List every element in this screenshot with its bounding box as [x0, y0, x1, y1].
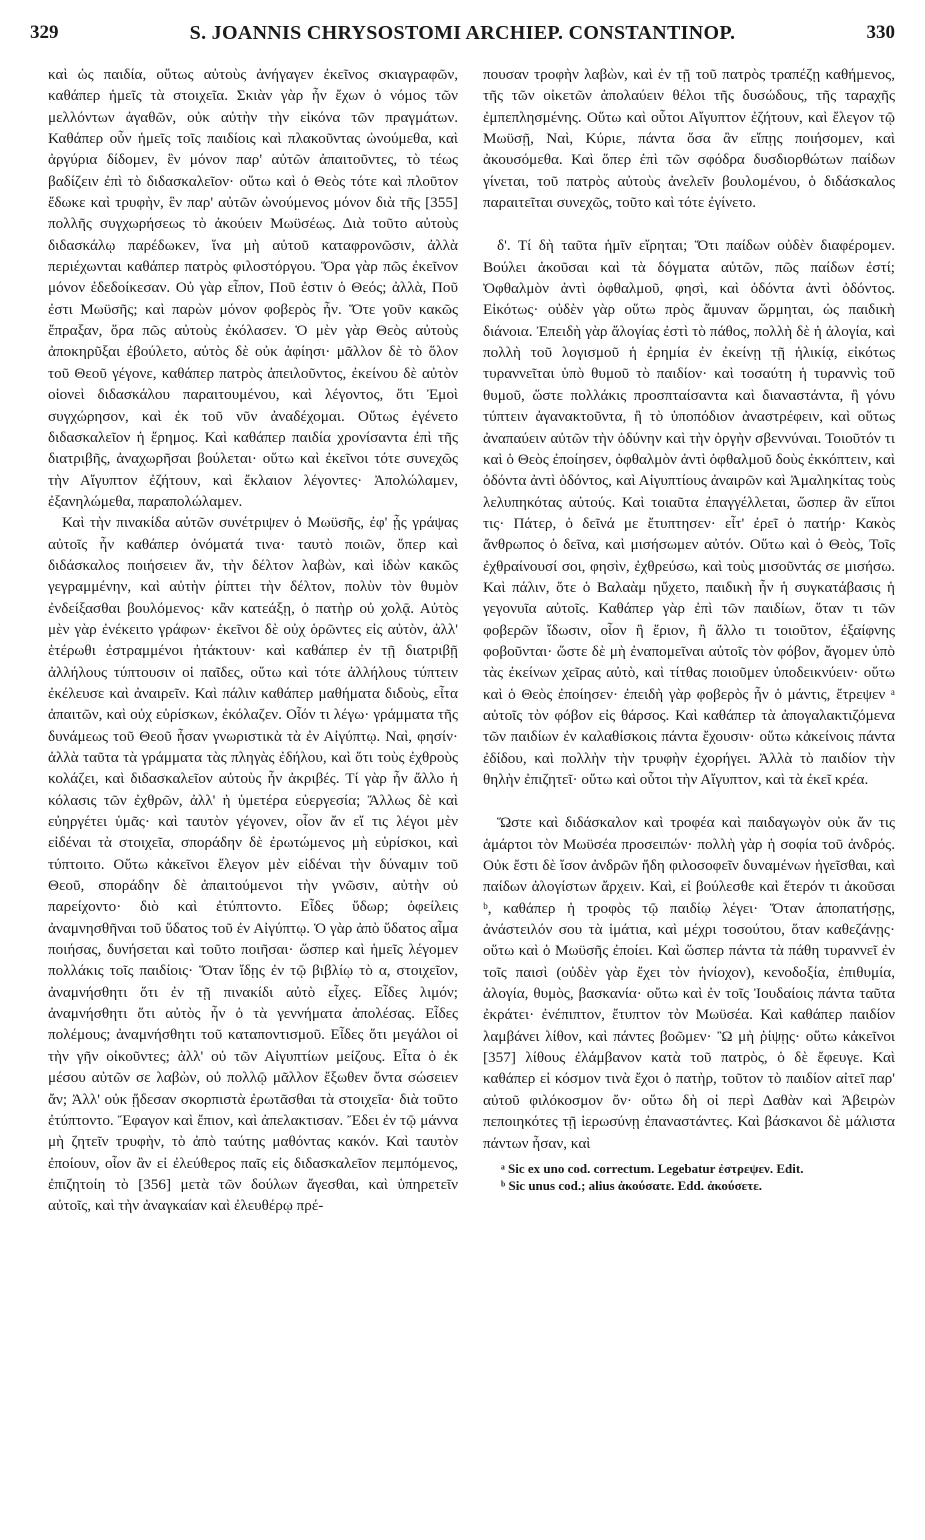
section-gap	[483, 790, 895, 812]
paragraph: Ὥστε καὶ διδάσκαλον καὶ τροφέα καὶ παιδαγωγὸν οὐκ ἄν τις ἁμάρτοι τὸν Μωϋσέα προσειπών· πολλὴ γὰρ ἡ σοφία τοῦ ἀνδρός. Οὐκ ἔστι δὲ ἴσον ἀνδρῶν ἤδη φιλοσοφεῖν δυναμένων ἡγεῖσθαι, καὶ παίδων ἀλογίστων ἄρχειν. Καὶ, εἰ βούλεσθε καὶ ἕτερόν τι ἀκοῦσαι ᵇ, καθάπερ ἡ τροφὸς τῷ παιδίῳ λέγει· Ὅταν ἀποπατήσῃς, ἀνάστειλόν σου τὰ ἱμάτια, καὶ μέχρι τοσούτου, ὅταν καθεζάνῃς· οὕτω καὶ ὁ Μωϋσῆς ἐποίει. Καὶ ὥσπερ πάντα τὰ πάθη τυραννεῖ ἐν τοῖς παισὶ (οὐδὲν γὰρ ἔχει τὸν ἡνίοχον), κενοδοξία, ἐπιθυμία, ἀλογία, θυμὸς, βασκανία· οὕτω καὶ ἐν τοῖς Ἰουδαίοις πάντα ταῦτα ἐκράτει· ἐνέπιπτον, ἔτυπτον τὸν Μωϋσέα. Καὶ καθάπερ παιδίον λαμβάνει λίθον, καὶ πάντες βοῶμεν· Ὢ μὴ ῥίψῃς· οὕτω κἀκεῖνοι [357] λίθους ἐλάμβανον κατὰ τοῦ πατρὸς, ὁ δὲ ἔφευγε. Καὶ καθάπερ εἰ κόσμον τινὰ ἔχοι ὁ πατὴρ, τοῦτον τὸ παιδίον αἰτεῖ παρ' αὐτοῦ φιλόκοσμον ὄν· οὕτω δὴ οἱ περὶ Δαθὰν καὶ Ἀβειρὼν πεποιηκότες τῇ ἱερωσύνῃ ἐπαναστάντες. Καὶ βάσκανοι δὲ μάλιστα πάντων ἦσαν, καὶ	[483, 814, 895, 1152]
left-column	[48, 64, 458, 1520]
footnote: ᵇ Sic unus cod.; alius ἀκούσατε. Edd. ἀκούσετε.	[501, 1177, 763, 1193]
running-header	[30, 22, 895, 48]
right-column	[483, 64, 895, 1520]
paragraph: καὶ ὡς παιδία, οὕτως αὐτοὺς ἀνήγαγεν ἐκεῖνος σκιαγραφῶν, καθάπερ ἡμεῖς τὰ στοιχεῖα. Σκιὰν γὰρ ἦν ἔχων ὁ νόμος τῶν μελλόντων ἀγαθῶν, οὐκ αὐτὴν τὴν εἰκόνα τῶν πραγμάτων. Καθάπερ οὖν ἡμεῖς τοῖς παιδίοις καὶ πλακοῦντας ὠνούμεθα, καὶ ἀργύρια δίδομεν, ἓν μόνον παρ' αὐτῶν ἀπαιτοῦντες, τὸ τέως βαδίζειν ἐπὶ τὸ διδασκαλεῖον· οὕτω καὶ ὁ Θεὸς τότε καὶ πλοῦτον ἔδωκε καὶ τρυφὴν, ἓν παρ' αὐτῶν ὠνούμενος μόνον διὰ τῆς [355] πολλῆς συγχωρήσεως τὸ ἀκούειν Μωϋσέως. Διὰ τοῦτο αὐτοὺς διδασκάλῳ παρέδωκεν, ἵνα μὴ αὐτοῦ καταφρονῶσιν, ἀλλὰ περιέχωνται καθάπερ πατρὸς φιλοστόργου. Ὅρα γὰρ πῶς ἐκεῖνον μόνον ἐδεδοίκεσαν. Οὐ γὰρ εἶπον, Ποῦ ἐστιν ὁ Θεός; ἀλλὰ, Ποῦ ἐστι Μωϋσῆς; καὶ παρὼν μόνον φοβερὸς ἦν. Ὅτε γοῦν κακῶς ἔπραξαν, ὅρα πῶς αὐτοὺς ἐκόλασεν. Ὁ μὲν γὰρ Θεὸς αὐτοὺς ἀποκηρῦξαι ἐβούλετο, αὐτὸς δὲ οὐκ ἀφίησι· μᾶλλον δὲ τὸ ὅλον τοῦ Θεοῦ γέγονε, καθάπερ πατρὸς ἀπειλοῦντος, ἐκείνου δὲ αὐτὸν οἱονεὶ διδασκάλου παραιτουμένου, καὶ λέγοντος, ὅτι Ἐμοὶ συγχώρησον, καὶ ἐκ τοῦ νῦν ἀναδέχομαι. Οὕτως ἐγένετο διδασκαλεῖον ἡ ἔρημος. Καὶ καθάπερ παιδία χρονίσαντα ἐπὶ τῆς διατριβῆς, ἀναχωρῆσαι βούλεται· οὕτω καὶ ἐκεῖνοι τότε συνεχῶς τὴν Αἴγυπτον ἐζήτουν, καὶ ἔκλαιον λέγοντες· Ἀπολώλαμεν, ἐξανηλώμεθα, παραπολώλαμεν.	[48, 66, 458, 510]
footnotes	[483, 1160, 895, 1194]
paragraph: Καὶ τὴν πινακίδα αὐτῶν συνέτριψεν ὁ Μωϋσῆς, ἐφ' ᾗς γράψας αὐτοῖς ἦν καθάπερ ὀνόματά τινα· ταυτὸ ποιῶν, ὅπερ καὶ διδάσκαλος ποιήσειεν ἄν, τὴν δέλτον λαβὼν, καὶ ἰδὼν κακῶς γεγραμμένην, καὶ αὐτὴν ῥίπτει τὴν δέλτον, πολὺν τὸν θυμὸν ἐνδείξασθαι βουλόμενος· κἂν κατεάξῃ, ὁ πατὴρ οὐ χολᾷ. Αὐτὸς μὲν γὰρ ἐνέκειτο γράφων· ἐκεῖνοι δὲ οὐχ ὁρῶντες εἰς αὐτὸν, ἀλλ' ἑτέρωθι ἐστραμμένοι ἠτάκτουν· καὶ καθάπερ ἐν τῇ διατριβῇ ἀλλήλους τύπτουσιν οἱ παῖδες, οὕτω καὶ τότε ἀλλήλους τύπτειν ἐκέλευσε καὶ ἀναιρεῖν. Καὶ πάλιν καθάπερ μαθήματα διδοὺς, εἶτα ἀπαιτῶν, καὶ οὐχ εὑρίσκων, ἐκόλαζεν. Οἷόν τι λέγω· γράμματα τῆς δυνάμεως τοῦ Θεοῦ ἦσαν γνωριστικὰ τὰ ἐν Αἰγύπτῳ. Ναὶ, φησίν· ἀλλὰ ταῦτα τὰ γράμματα τὰς πληγὰς ἐδήλου, καὶ ὅτι τοὺς ἐχθροὺς κολάζει, καὶ διδασκαλεῖον αὐτοὺς ἦν ἀκριβές. Τί γὰρ ἦν ἄλλο ἡ κόλασις τῶν ἐχθρῶν, ἀλλ' ἡ ὑμετέρα εὐεργεσία; Ἄλλως δὲ καὶ εὐηργέτει ὑμᾶς· καὶ ταυτὸν γέγονεν, οἷον ἄν εἴ τις λέγοι μὲν εἰδέναι τὰ στοιχεῖα, σποράδην δὲ ἐρωτώμενος μὴ εὑρίσκοι, καὶ τύπτοιτο. Οὕτω κἀκεῖνοι ἔλεγον μὲν εἰδέναι τὴν δύναμιν τοῦ Θεοῦ, σποράδην δὲ ἀπαιτούμενοι τὴν γνῶσιν, αὐτὴν οὐ παρείχοντο· διὸ καὶ ἐτύπτοντο. Εἶδες ὕδωρ; ὀφείλεις ἀναμνησθῆναι τοῦ ὕδατος τοῦ ἐν Αἰγύπτῳ. Ὁ γὰρ ἀπὸ ὕδατος αἷμα ποιήσας, δυνήσεται καὶ τοῦτο ποιῆσαι· ὥσπερ καὶ ἡμεῖς λέγομεν πολλάκις τοῖς παιδίοις· Ὅταν ἴδῃς ἐν τῷ βιβλίῳ τὸ α, στοιχεῖον, ἀναμνήσθητι ὅτι ἐν τῇ πινακίδι αὐτὸ εἶχες. Εἶδες λιμόν; ἀναμνήσθητι ὅτι αὐτὸς ἦν ὁ τὰ γεννήματα ἀπολέσας. Εἶδες πολέμους; ἀναμνήσθητι τοῦ καταποντισμοῦ. Εἶδες ὅτι μεγάλοι οἱ τὴν γῆν οἰκοῦντες; ἀλλ' οὐ τῶν Αἰγυπτίων μείζους. Εἶτα ὁ ἐκ μέσου αὐτῶν σε λαβὼν, οὐ πολλῷ μᾶλλον ἔξωθεν ὄντα σώσειεν ἄν; Ἀλλ' οὐκ ᾔδεσαν σκορπιστὰ ἐρωτᾶσθαι τὰ στοιχεῖα· διὰ τοῦτο ἐτύπτοντο. Ἔφαγον καὶ ἔπιον, καὶ ἀπελακτισαν. Ἔδει ἐν τῷ μάννα μὴ ζητεῖν τρυφὴν, τὸ ἀπὸ ταύτης μαθόντας κακόν. Καὶ ταυτὸν ἐποίουν, οἷον ἂν εἰ ἐλεύθερος παῖς εἰς διδασκαλεῖον πεμπόμενος, ἐπιζητοίη τὸ [356] μετὰ τῶν δούλων ἄγεσθαι, καὶ ὑπηρετεῖν αὐτοῖς, καὶ τὴν ἀναγκαίαν καὶ ἐλευθέρῳ πρέ-	[48, 514, 458, 1215]
page-number-right: 330	[866, 22, 895, 43]
page-number-left: 329	[30, 22, 59, 43]
running-title: S. JOANNIS CHRYSOSTOMI ARCHIEP. CONSTANTINOP.	[189, 22, 736, 44]
paragraph: πουσαν τροφὴν λαβὼν, καὶ ἐν τῇ τοῦ πατρὸς τραπέζῃ καθήμενος, τῆς τῶν οἰκετῶν ἀπολαύειν θέλοι τῆς δυσώδους, τῆς ταραχῆς ἐμπεπλησμένης. Οὕτω καὶ οὗτοι Αἴγυπτον ἐζήτουν, καὶ ἔλεγον τῷ Μωϋσῇ, Ναὶ, Κύριε, πάντα ὅσα ἂν εἴπῃς ποιήσομεν, καὶ ἀκουσόμεθα. Καὶ ὅπερ ἐπὶ τῶν σφόδρα δυσδιορθώτων παίδων γίνεται, τοῦ πατρὸς αὐτοὺς ἀνελεῖν βουλομένου, ὁ διδάσκαλος παραιτεῖται συνεχῶς, τοῦτο καὶ τότε ἐγίνετο.	[483, 66, 895, 212]
paragraph: δ'. Τί δὴ ταῦτα ἡμῖν εἴρηται; Ὅτι παίδων οὐδὲν διαφέρομεν. Βούλει ἀκοῦσαι καὶ τὰ δόγματα αὐτῶν, πῶς παίδων ἐστί; Ὀφθαλμὸν ἀντὶ ὀφθαλμοῦ, φησὶ, καὶ ὀδόντα ἀντὶ ὀδόντος. Εἰκότως· οὐδὲν γὰρ οὕτω πρὸς ἄμυναν ὥρμηται, ὡς παιδικὴ διάνοια. Ἐπειδὴ γὰρ ἄλογίας ἐστὶ τὸ πάθος, πολλὴ δὲ ἡ ἀλογία, καὶ πολλὴ τοῦ λογισμοῦ ἡ ἐρημία ἐν ἐκείνῃ τῇ ἡλικίᾳ, εἰκότως τυραννεῖται ὑπὸ θυμοῦ τὸ παιδίον· καὶ τοσαύτη ἡ τυραννὶς τοῦ θυμοῦ, ὥστε πολλάκις προσπταίσαντα καὶ διαναστάντα, ἢ γόνυ τύπτειν ἀγανακτοῦντα, ἢ τὸ ὑποπόδιον ἀναστρέφειν, καὶ οὕτως ἀναπαύειν αὐτῶν τὴν ὀδύνην καὶ τὴν ὀργὴν σβεννύναι. Τοιοῦτόν τι καὶ ὁ Θεὸς ἐποίησεν, ὀφθαλμὸν ἀντὶ ὀφθαλμοῦ δοὺς ἐκκόπτειν, καὶ ὀδόντα ἀντὶ ὀδόντος, καὶ Αἰγυπτίους ἀναιρῶν καὶ Ἀμαληκίτας τοὺς λελυπηκότας αὐτούς. Καὶ τοιαῦτα ἐπαγγέλλεται, ὥσπερ ἂν εἴποι τις· Πάτερ, ὁ δεῖνά με ἔτυπτησεν· εἶτ' ἐρεῖ ὁ πατήρ· Κακὸς ἄνθρωπος ὁ δεῖνα, καὶ μισήσωμεν αὐτόν. Οὕτω καὶ ὁ Θεὸς, Τοῖς ἐχθραίνουσί σοι, φησὶν, ἐχθρεύσω, καὶ τοὺς μισοῦντάς σε μισήσω. Καὶ πάλιν, ὅτε ὁ Βαλαὰμ ηὔχετο, παιδικὴ ἦν ἡ συγκατάβασις ἡ γεγονυῖα αὐτοῖς. Καθάπερ γὰρ ἐπὶ τῶν παιδίων, ὅταν τι τῶν φοβερῶν ἴδωσιν, οἷον ἢ ἔριον, ἢ ἄλλο τι τοιοῦτον, ἐξαίφνης φοβοῦνται· ὥστε δὲ μὴ ἐναπομεῖναι αὐτοῖς τὸν φόβον, ἄγομεν ὑπὸ τὰς ἐκείνων χεῖρας αὐτὸ, καὶ τίτθας ποιοῦμεν ὑποδεικνύειν· οὕτω καὶ ὁ Θεὸς ἐποίησεν· ἐπειδὴ γὰρ φοβερὸς ἦν ὁ μάντις, ἔτρεψεν ᵃ αὐτοῖς τὸν φόβον εἰς θάρσος. Καὶ καθάπερ τὰ ἀπογαλακτιζόμενα τῶν παιδίων ἐν καλαθίσκοις πάντα ἔχουσιν· οὕτω κἀκείνοις πάντα ἐδίδου, καὶ πολλὴν τὴν τρυφὴν ἐχορήγει. Ἀλλὰ τὸ παιδίον τὴν θηλὴν ἐπιζητεῖ· οὕτω καὶ οὗτοι τὴν Αἴγυπτον, καὶ τὰ ἐκεῖ κρέα.	[483, 237, 895, 788]
footnote: ᵃ Sic ex uno cod. correctum. Legebatur ἐστρεψεν. Edit.	[501, 1160, 804, 1176]
section-gap	[483, 213, 895, 235]
